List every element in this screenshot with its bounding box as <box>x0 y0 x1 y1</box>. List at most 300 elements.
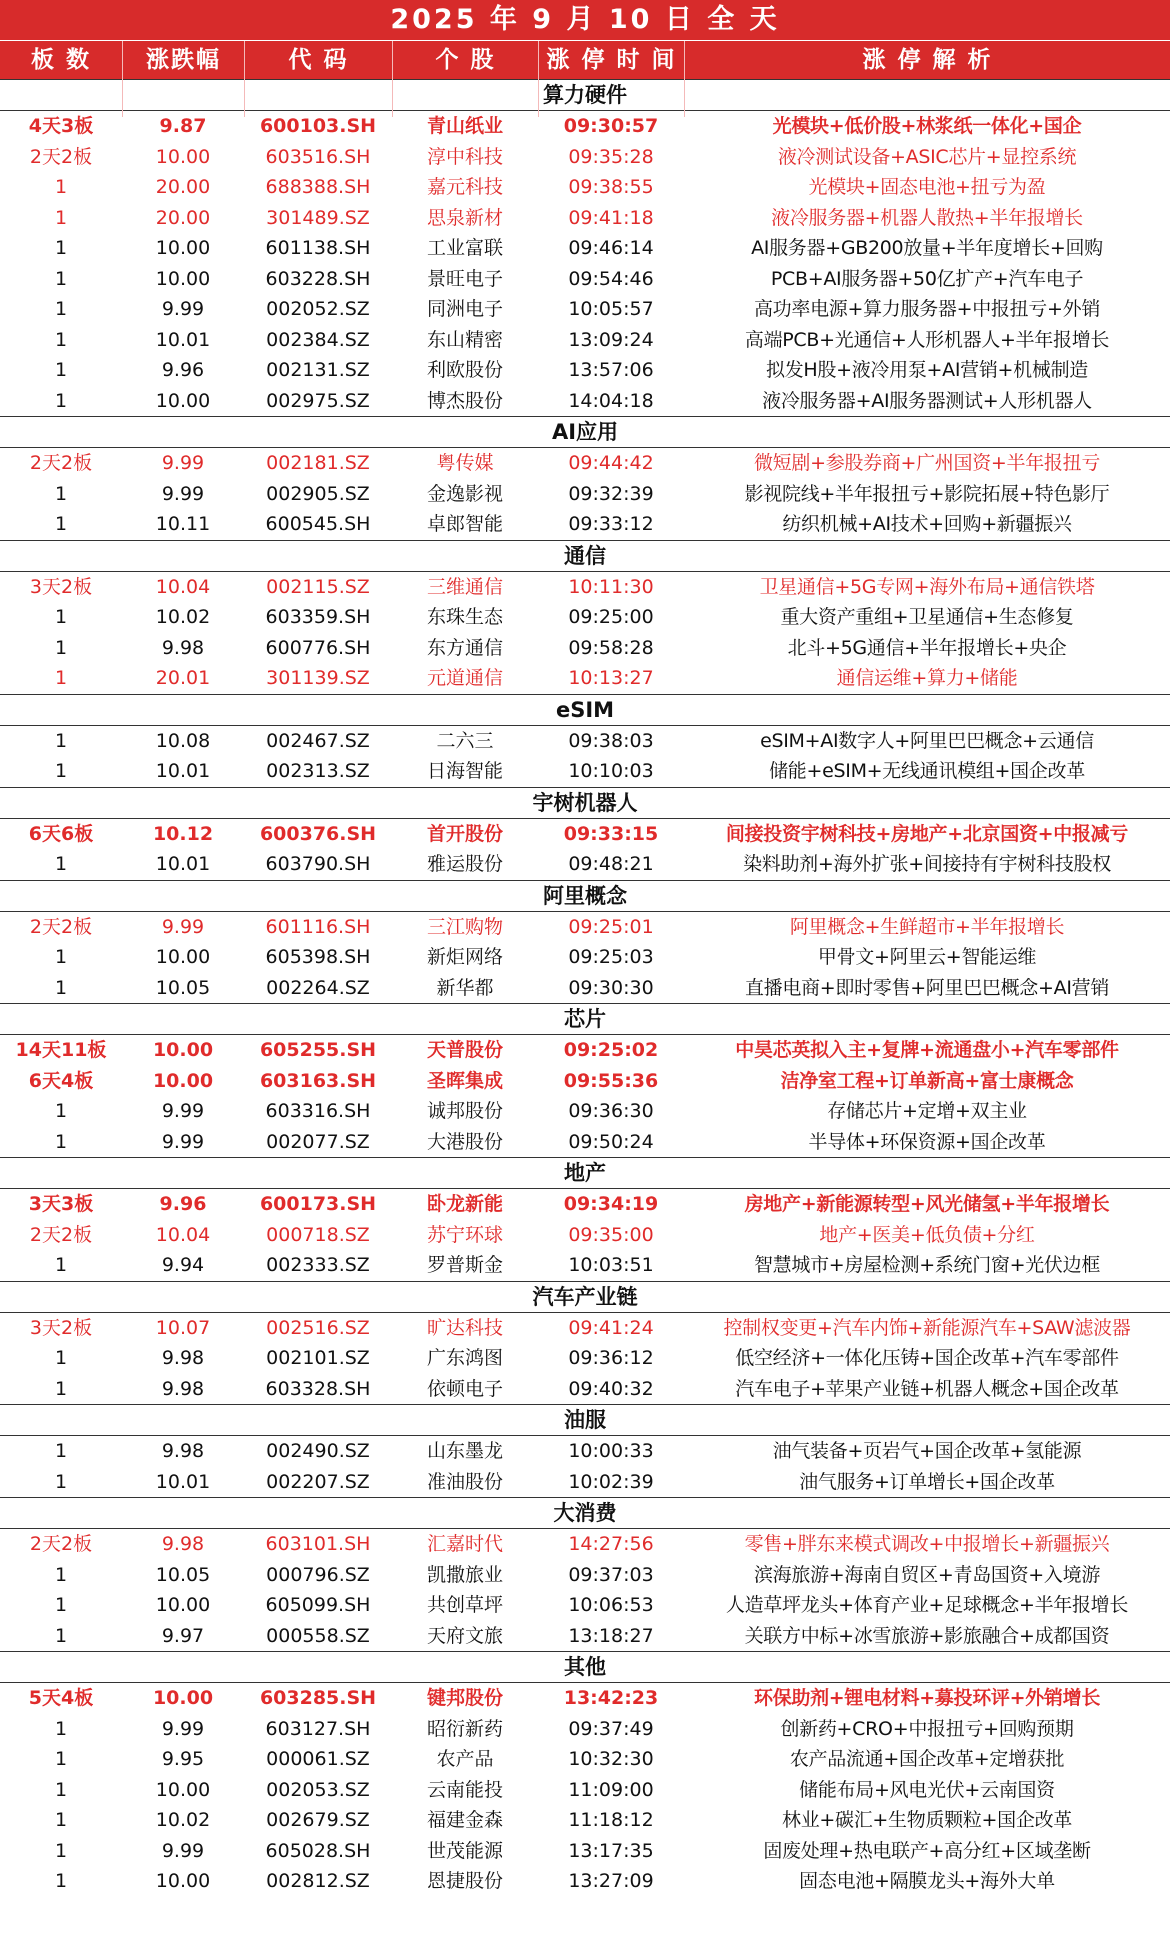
cell-stock-name: 日海智能 <box>426 760 503 782</box>
cell-change-pct: 9.87 <box>159 115 207 137</box>
cell-board-count: 6天4板 <box>28 1069 94 1092</box>
cell-change-pct: 9.96 <box>159 1193 207 1215</box>
header-code: 代 码 <box>244 41 392 117</box>
cell-code: 000061.SZ <box>266 1748 370 1770</box>
cell-code: 603316.SH <box>265 1100 371 1122</box>
cell-analysis: 创新药+CRO+中报扭亏+回购预期 <box>780 1717 1074 1740</box>
cell-analysis: 液冷测试设备+ASIC芯片+显控系统 <box>777 145 1077 168</box>
cell-board-count: 14天11板 <box>15 1039 107 1061</box>
cell-change-pct: 10.00 <box>155 946 211 968</box>
cell-code: 603101.SH <box>265 1533 371 1555</box>
cell-limit-time: 09:25:03 <box>568 946 654 968</box>
cell-analysis: 光模块+固态电池+扭亏为盈 <box>808 176 1046 198</box>
cell-analysis: 固态电池+隔膜龙头+海外大单 <box>799 1870 1055 1892</box>
cell-stock-name: 广东鸿图 <box>426 1347 503 1369</box>
cell-limit-time: 09:35:00 <box>568 1223 654 1246</box>
cell-board-count: 6天6板 <box>28 822 94 845</box>
table-row <box>0 509 1170 540</box>
table-row <box>0 203 1170 234</box>
cell-limit-time: 13:42:23 <box>563 1687 659 1709</box>
table-row <box>0 1866 1170 1897</box>
cell-change-pct: 10.00 <box>155 145 211 168</box>
cell-code: 002975.SZ <box>266 389 370 412</box>
cell-board-count: 1 <box>54 853 68 875</box>
cell-limit-time: 09:33:15 <box>563 822 659 845</box>
cell-stock-name: 键邦股份 <box>426 1687 503 1709</box>
cell-code: 603359.SH <box>265 606 371 628</box>
cell-stock-name: 东珠生态 <box>426 606 503 628</box>
cell-limit-time: 09:25:01 <box>568 915 654 938</box>
cell-limit-time: 09:48:21 <box>568 853 654 875</box>
cell-stock-name: 新华都 <box>436 976 494 999</box>
section-title: 通信 <box>0 540 1170 572</box>
cell-stock-name: 山东墨龙 <box>426 1440 503 1462</box>
cell-limit-time: 09:46:14 <box>568 237 654 259</box>
cell-analysis: 微短剧+参股券商+广州国资+半年报扭亏 <box>753 452 1101 474</box>
cell-limit-time: 10:02:39 <box>568 1470 654 1493</box>
cell-limit-time: 09:33:12 <box>568 513 654 535</box>
cell-stock-name: 利欧股份 <box>426 359 503 381</box>
cell-code: 600103.SH <box>259 115 377 137</box>
cell-board-count: 1 <box>54 237 68 259</box>
cell-code: 002516.SZ <box>266 1316 370 1339</box>
cell-limit-time: 10:10:03 <box>568 760 654 782</box>
cell-limit-time: 09:55:36 <box>563 1069 659 1092</box>
cell-change-pct: 10.05 <box>155 976 211 999</box>
section-title: 其他 <box>0 1651 1170 1683</box>
cell-stock-name: 依顿电子 <box>426 1377 503 1400</box>
cell-code: 603328.SH <box>265 1377 371 1400</box>
cell-analysis: 低空经济+一体化压铸+国企改革+汽车零部件 <box>735 1347 1119 1369</box>
cell-limit-time: 09:44:42 <box>568 452 654 474</box>
cell-change-pct: 9.98 <box>161 1440 205 1462</box>
cell-limit-time: 09:40:32 <box>568 1377 654 1400</box>
cell-limit-time: 09:36:12 <box>568 1347 654 1369</box>
cell-limit-time: 13:09:24 <box>568 328 654 351</box>
cell-code: 000558.SZ <box>266 1624 370 1647</box>
cell-board-count: 1 <box>54 606 68 628</box>
table-row <box>0 142 1170 173</box>
cell-analysis: 影视院线+半年报扭亏+影院拓展+特色影厅 <box>744 482 1110 505</box>
cell-board-count: 1 <box>54 267 68 290</box>
cell-change-pct: 10.00 <box>155 1778 211 1801</box>
table-row <box>0 1467 1170 1498</box>
sections-container <box>0 79 1170 1897</box>
cell-stock-name: 苏宁环球 <box>426 1223 503 1246</box>
cell-board-count: 1 <box>54 1254 68 1276</box>
cell-limit-time: 09:35:28 <box>568 145 654 168</box>
cell-code: 000796.SZ <box>266 1563 370 1586</box>
header-analysis: 涨 停 解 析 <box>684 41 1170 117</box>
cell-code: 002812.SZ <box>266 1870 370 1892</box>
cell-board-count: 1 <box>54 328 68 351</box>
cell-stock-name: 二六三 <box>436 729 494 752</box>
table-row <box>0 1343 1170 1374</box>
cell-board-count: 1 <box>54 389 68 412</box>
cell-code: 002131.SZ <box>266 359 370 381</box>
cell-change-pct: 10.00 <box>152 1039 214 1061</box>
cell-code: 002333.SZ <box>266 1254 370 1276</box>
cell-board-count: 3天3板 <box>28 1193 94 1215</box>
cell-code: 002467.SZ <box>266 729 370 752</box>
cell-change-pct: 10.00 <box>155 1870 211 1892</box>
cell-change-pct: 9.99 <box>161 452 205 474</box>
cell-stock-name: 昭衍新药 <box>426 1717 503 1740</box>
cell-limit-time: 11:09:00 <box>568 1778 654 1801</box>
cell-analysis: 拟发H股+液冷用泵+AI营销+机械制造 <box>766 359 1088 381</box>
cell-change-pct: 10.01 <box>155 760 211 782</box>
cell-limit-time: 09:41:18 <box>568 206 654 229</box>
cell-board-count: 1 <box>54 1839 68 1862</box>
cell-limit-time: 09:32:39 <box>568 482 654 505</box>
cell-change-pct: 9.94 <box>161 1254 205 1276</box>
cell-limit-time: 13:27:09 <box>568 1870 654 1892</box>
table-row <box>0 294 1170 325</box>
cell-code: 002101.SZ <box>266 1347 370 1369</box>
cell-limit-time: 13:57:06 <box>568 359 654 381</box>
cell-board-count: 1 <box>54 359 68 381</box>
cell-board-count: 1 <box>54 636 68 659</box>
cell-stock-name: 博杰股份 <box>426 389 503 412</box>
cell-code: 002052.SZ <box>266 298 370 320</box>
cell-analysis: 环保助剂+锂电材料+募投环评+外销增长 <box>753 1687 1101 1709</box>
cell-board-count: 1 <box>54 1624 68 1647</box>
cell-limit-time: 09:41:24 <box>568 1316 654 1339</box>
cell-board-count: 1 <box>54 1778 68 1801</box>
cell-analysis: 间接投资宇树科技+房地产+北京国资+中报减亏 <box>725 822 1129 845</box>
cell-analysis: 北斗+5G通信+半年报增长+央企 <box>787 636 1067 659</box>
cell-board-count: 1 <box>54 1748 68 1770</box>
cell-analysis: 控制权变更+汽车内饰+新能源汽车+SAW滤波器 <box>723 1316 1131 1339</box>
cell-limit-time: 11:18:12 <box>568 1809 654 1831</box>
cell-limit-time: 10:05:57 <box>568 298 654 320</box>
table-row <box>0 1096 1170 1127</box>
cell-board-count: 5天4板 <box>28 1687 94 1709</box>
cell-analysis: eSIM+AI数字人+阿里巴巴概念+云通信 <box>760 729 1094 752</box>
cell-limit-time: 10:13:27 <box>568 667 654 689</box>
cell-analysis: 半导体+环保资源+国企改革 <box>808 1130 1046 1153</box>
cell-code: 603163.SH <box>259 1069 377 1092</box>
cell-stock-name: 工业富联 <box>426 237 503 259</box>
cell-change-pct: 10.08 <box>155 729 211 752</box>
cell-code: 002264.SZ <box>266 976 370 999</box>
section-title: 阿里概念 <box>0 880 1170 912</box>
cell-limit-time: 14:04:18 <box>568 389 654 412</box>
cell-stock-name: 三江购物 <box>426 915 503 938</box>
cell-stock-name: 首开股份 <box>426 822 503 845</box>
cell-code: 002207.SZ <box>266 1470 370 1493</box>
cell-stock-name: 罗普斯金 <box>426 1254 503 1276</box>
section-title: 地产 <box>0 1157 1170 1189</box>
cell-board-count: 1 <box>54 1100 68 1122</box>
cell-stock-name: 农产品 <box>436 1748 494 1770</box>
cell-code: 688388.SH <box>265 176 371 198</box>
cell-change-pct: 10.02 <box>155 1809 211 1831</box>
cell-board-count: 1 <box>54 1594 68 1616</box>
cell-limit-time: 09:25:00 <box>568 606 654 628</box>
cell-analysis: 零售+胖东来模式调改+中报增长+新疆振兴 <box>744 1533 1110 1555</box>
table-row <box>0 1066 1170 1097</box>
table-row <box>0 1683 1170 1714</box>
cell-code: 603127.SH <box>265 1717 371 1740</box>
table-row <box>0 233 1170 264</box>
cell-analysis: 存储芯片+定增+双主业 <box>827 1100 1027 1122</box>
cell-stock-name: 汇嘉时代 <box>426 1533 503 1555</box>
section-title: 宇树机器人 <box>0 787 1170 819</box>
cell-analysis: 重大资产重组+卫星通信+生态修复 <box>780 606 1074 628</box>
cell-stock-name: 世茂能源 <box>426 1839 503 1862</box>
cell-change-pct: 9.95 <box>161 1748 205 1770</box>
cell-board-count: 2天2板 <box>29 1223 93 1246</box>
cell-change-pct: 9.99 <box>161 482 205 505</box>
cell-limit-time: 13:17:35 <box>568 1839 654 1862</box>
section-title: 油服 <box>0 1404 1170 1436</box>
cell-analysis: 地产+医美+低负债+分红 <box>819 1223 1035 1246</box>
cell-board-count: 1 <box>54 1563 68 1586</box>
cell-stock-name: 金逸影视 <box>426 482 503 505</box>
table-row <box>0 1035 1170 1066</box>
cell-code: 002679.SZ <box>266 1809 370 1831</box>
cell-board-count: 2天2板 <box>29 915 93 938</box>
cell-limit-time: 14:27:56 <box>568 1533 654 1555</box>
cell-board-count: 1 <box>54 760 68 782</box>
cell-analysis: 高功率电源+算力服务器+中报扭亏+外销 <box>753 298 1101 320</box>
section-title: 汽车产业链 <box>0 1281 1170 1313</box>
cell-board-count: 2天2板 <box>29 1533 93 1555</box>
table-row <box>0 1220 1170 1251</box>
cell-stock-name: 福建金森 <box>426 1809 503 1831</box>
cell-analysis: 储能布局+风电光伏+云南国资 <box>799 1778 1055 1801</box>
cell-stock-name: 诚邦股份 <box>426 1100 503 1122</box>
cell-change-pct: 10.05 <box>155 1563 211 1586</box>
cell-limit-time: 09:38:03 <box>568 729 654 752</box>
cell-board-count: 1 <box>54 298 68 320</box>
table-row <box>0 448 1170 479</box>
cell-change-pct: 9.99 <box>161 915 205 938</box>
cell-change-pct: 20.00 <box>155 206 211 229</box>
cell-analysis: 阿里概念+生鲜超市+半年报增长 <box>789 915 1065 938</box>
cell-analysis: 光模块+低价股+林浆纸一体化+国企 <box>772 115 1082 137</box>
cell-stock-name: 共创草坪 <box>426 1594 503 1616</box>
cell-board-count: 2天2板 <box>29 452 93 474</box>
cell-stock-name: 元道通信 <box>426 667 503 689</box>
cell-stock-name: 凯撒旅业 <box>426 1563 503 1586</box>
cell-change-pct: 9.98 <box>161 1377 205 1400</box>
cell-code: 603228.SH <box>265 267 371 290</box>
cell-board-count: 1 <box>54 976 68 999</box>
table-row <box>0 1714 1170 1745</box>
cell-analysis: 液冷服务器+AI服务器测试+人形机器人 <box>762 389 1092 412</box>
table-row <box>0 1560 1170 1591</box>
cell-board-count: 1 <box>54 482 68 505</box>
cell-code: 603285.SH <box>259 1687 377 1709</box>
table-row <box>0 1374 1170 1405</box>
cell-analysis: 洁净室工程+订单新高+富士康概念 <box>780 1069 1074 1092</box>
cell-analysis: PCB+AI服务器+50亿扩产+汽车电子 <box>770 267 1084 290</box>
cell-analysis: 甲骨文+阿里云+智能运维 <box>817 946 1037 968</box>
cell-board-count: 1 <box>54 513 68 535</box>
header-limit-time: 涨 停 时 间 <box>538 41 684 117</box>
table-row <box>0 1805 1170 1836</box>
cell-board-count: 1 <box>54 176 68 198</box>
cell-code: 301489.SZ <box>266 206 370 229</box>
page-title: 2025 年 9 月 10 日 全 天 <box>0 0 1170 40</box>
cell-code: 002313.SZ <box>266 760 370 782</box>
cell-code: 605099.SH <box>265 1594 371 1616</box>
table-row <box>0 1436 1170 1467</box>
cell-limit-time: 09:37:49 <box>568 1717 654 1740</box>
cell-stock-name: 粤传媒 <box>436 452 494 474</box>
cell-change-pct: 10.01 <box>155 853 211 875</box>
cell-limit-time: 10:11:30 <box>568 575 654 598</box>
table-row <box>0 849 1170 880</box>
cell-code: 605398.SH <box>265 946 371 968</box>
cell-stock-name: 新炬网络 <box>426 946 503 968</box>
cell-change-pct: 10.00 <box>155 1594 211 1616</box>
cell-code: 600376.SH <box>259 822 377 845</box>
cell-board-count: 1 <box>54 1130 68 1153</box>
table-row <box>0 111 1170 142</box>
cell-analysis: 汽车电子+苹果产业链+机器人概念+国企改革 <box>735 1377 1119 1400</box>
cell-change-pct: 10.04 <box>155 575 211 598</box>
cell-limit-time: 13:18:27 <box>568 1624 654 1647</box>
cell-code: 002384.SZ <box>266 328 370 351</box>
header-stock: 个 股 <box>392 41 538 117</box>
cell-code: 605255.SH <box>259 1039 377 1061</box>
cell-stock-name: 准油股份 <box>426 1470 503 1493</box>
cell-code: 600776.SH <box>265 636 371 659</box>
cell-board-count: 1 <box>54 1440 68 1462</box>
table-row <box>0 973 1170 1004</box>
table-row <box>0 1189 1170 1220</box>
cell-change-pct: 9.99 <box>161 1839 205 1862</box>
header-change-pct: 涨跌幅(%) <box>122 41 244 117</box>
cell-analysis: 固废处理+热电联产+高分红+区域垄断 <box>763 1839 1091 1862</box>
cell-change-pct: 10.00 <box>152 1069 214 1092</box>
cell-code: 002115.SZ <box>266 575 370 598</box>
table-row <box>0 355 1170 386</box>
cell-limit-time: 09:50:24 <box>568 1130 654 1153</box>
cell-limit-time: 09:34:19 <box>563 1193 659 1215</box>
cell-code: 002905.SZ <box>266 482 370 505</box>
table-row <box>0 1250 1170 1281</box>
table-row <box>0 572 1170 603</box>
cell-stock-name: 淳中科技 <box>426 145 503 168</box>
table-row <box>0 1529 1170 1560</box>
table-row <box>0 172 1170 203</box>
cell-stock-name: 嘉元科技 <box>426 176 503 198</box>
cell-analysis: 关联方中标+冰雪旅游+影旅融合+成都国资 <box>744 1624 1110 1647</box>
cell-analysis: 滨海旅游+海南自贸区+青岛国资+入境游 <box>753 1563 1101 1586</box>
cell-code: 600173.SH <box>259 1193 377 1215</box>
cell-board-count: 1 <box>54 1470 68 1493</box>
cell-change-pct: 10.00 <box>155 237 211 259</box>
table-row <box>0 602 1170 633</box>
cell-change-pct: 9.98 <box>161 636 205 659</box>
cell-code: 002077.SZ <box>266 1130 370 1153</box>
cell-change-pct: 10.04 <box>155 1223 211 1246</box>
cell-board-count: 1 <box>54 1809 68 1831</box>
cell-change-pct: 10.01 <box>155 1470 211 1493</box>
cell-limit-time: 09:38:55 <box>568 176 654 198</box>
header-board-count: 板 数 <box>30 47 91 73</box>
cell-limit-time: 09:37:03 <box>568 1563 654 1586</box>
table-row <box>0 386 1170 417</box>
table-row <box>0 942 1170 973</box>
cell-stock-name: 恩捷股份 <box>426 1870 503 1892</box>
cell-board-count: 1 <box>54 946 68 968</box>
cell-change-pct: 10.00 <box>152 1687 214 1709</box>
cell-code: 600545.SH <box>265 513 371 535</box>
cell-stock-name: 景旺电子 <box>426 267 503 290</box>
cell-stock-name: 雅运股份 <box>426 853 503 875</box>
cell-analysis: 储能+eSIM+无线通讯模组+国企改革 <box>769 760 1085 782</box>
table-row <box>0 1836 1170 1867</box>
cell-analysis: 中昊芯英拟入主+复牌+流通盘小+汽车零部件 <box>735 1039 1119 1061</box>
cell-change-pct: 20.00 <box>155 176 211 198</box>
cell-stock-name: 卧龙新能 <box>426 1193 503 1215</box>
cell-code: 301139.SZ <box>266 667 370 689</box>
cell-code: 002181.SZ <box>266 452 370 474</box>
cell-limit-time: 09:25:02 <box>563 1039 659 1061</box>
cell-limit-time: 10:03:51 <box>568 1254 654 1276</box>
cell-code: 601116.SH <box>265 915 371 938</box>
table-row <box>0 912 1170 943</box>
cell-limit-time: 09:30:57 <box>563 115 659 137</box>
table-row <box>0 726 1170 757</box>
cell-analysis: 直播电商+即时零售+阿里巴巴概念+AI营销 <box>744 976 1110 999</box>
cell-stock-name: 同洲电子 <box>426 298 503 320</box>
cell-limit-time: 09:58:28 <box>568 636 654 659</box>
section-title: 芯片 <box>0 1003 1170 1035</box>
cell-change-pct: 9.99 <box>161 1130 205 1153</box>
cell-change-pct: 9.98 <box>161 1347 205 1369</box>
table-row <box>0 1590 1170 1621</box>
cell-change-pct: 9.99 <box>161 298 205 320</box>
cell-analysis: 通信运维+算力+储能 <box>836 667 1018 689</box>
cell-analysis: 农产品流通+国企改革+定增获批 <box>789 1748 1065 1770</box>
cell-code: 000718.SZ <box>266 1223 370 1246</box>
cell-change-pct: 10.11 <box>155 513 211 535</box>
cell-board-count: 1 <box>54 667 68 689</box>
cell-board-count: 1 <box>54 1717 68 1740</box>
cell-stock-name: 东山精密 <box>426 328 503 351</box>
cell-analysis: 卫星通信+5G专网+海外布局+通信铁塔 <box>759 575 1095 598</box>
cell-analysis: 人造草坪龙头+体育产业+足球概念+半年报增长 <box>725 1594 1129 1616</box>
cell-analysis: 液冷服务器+机器人散热+半年报增长 <box>771 206 1083 229</box>
cell-limit-time: 10:06:53 <box>568 1594 654 1616</box>
cell-stock-name: 云南能投 <box>426 1778 503 1801</box>
cell-analysis: 智慧城市+房屋检测+系统门窗+光伏边框 <box>753 1254 1101 1276</box>
cell-stock-name: 三维通信 <box>426 575 503 598</box>
table-row <box>0 633 1170 664</box>
cell-stock-name: 东方通信 <box>426 636 503 659</box>
cell-change-pct: 10.00 <box>155 389 211 412</box>
table-row <box>0 1313 1170 1344</box>
cell-board-count: 1 <box>54 729 68 752</box>
cell-stock-name: 卓郎智能 <box>426 513 503 535</box>
cell-board-count: 1 <box>54 1377 68 1400</box>
section-title: 算力硬件 <box>0 79 1170 111</box>
cell-limit-time: 09:36:30 <box>568 1100 654 1122</box>
cell-code: 002053.SZ <box>266 1778 370 1801</box>
cell-change-pct: 9.98 <box>161 1533 205 1555</box>
cell-board-count: 1 <box>54 1870 68 1892</box>
cell-code: 603790.SH <box>265 853 371 875</box>
table-row <box>0 1621 1170 1652</box>
cell-analysis: AI服务器+GB200放量+半年度增长+回购 <box>751 237 1103 259</box>
cell-change-pct: 9.99 <box>161 1717 205 1740</box>
